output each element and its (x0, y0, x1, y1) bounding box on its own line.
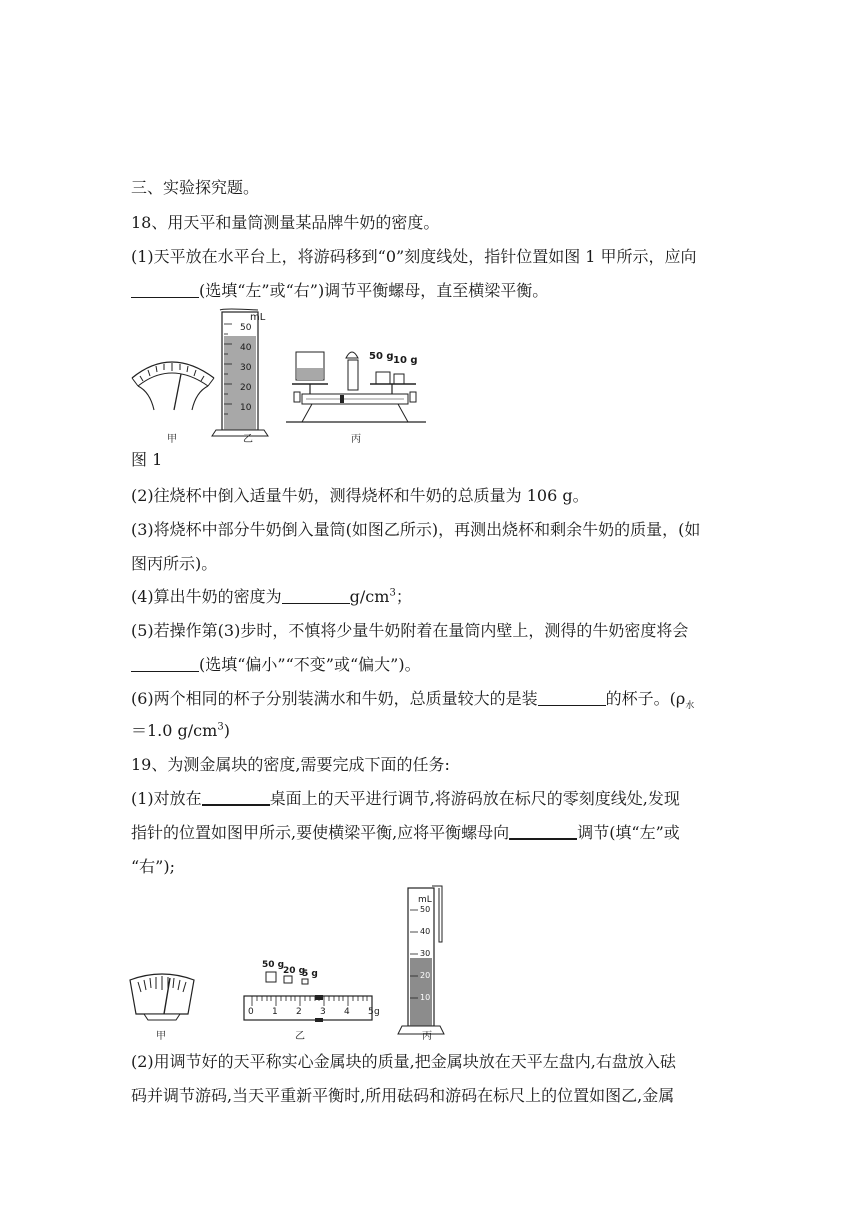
q18-p4-end: ； (395, 587, 412, 606)
answer-blank (202, 788, 270, 806)
q18-p1-line2 (131, 280, 548, 302)
q18-p3-line1: (3)将烧杯中部分牛奶倒入量筒(如图乙所示)，再测出烧杯和剩余牛奶的质量，(如 (131, 520, 701, 539)
q19-p1-text: (1)对放在 (131, 789, 202, 808)
q18-p4 (131, 586, 412, 608)
q19-p2-line2: 码并调节游码,当天平重新平衡时,所用砝码和游码在标尺上的位置如图乙,金属 (131, 1086, 675, 1105)
q19-stem: 19、为测金属块的密度,需要完成下面的任务: (131, 755, 450, 774)
cylinder-unit: mL (250, 312, 266, 323)
fig-caption-yi: 乙 (295, 1031, 305, 1042)
q19-p2-line1: (2)用调节好的天平称实心金属块的质量,把金属块放在天平左盘内,右盘放入砝 (131, 1052, 676, 1071)
weight-10g-label: 10 g (393, 355, 418, 366)
q18-stem: 18、用天平和量筒测量某品牌牛奶的密度。 (131, 213, 440, 232)
q19-p1-line1 (131, 788, 680, 810)
weight-5g-label: 5 g (302, 969, 318, 979)
scale-5: 5 (368, 1007, 374, 1017)
q18-p5-line2 (131, 654, 421, 676)
tick-40: 40 (420, 927, 431, 936)
scale-4: 4 (344, 1007, 350, 1017)
cylinder-unit: mL (418, 895, 432, 905)
q19-p1-text2: 桌面上的天平进行调节,将游码放在标尺的零刻度线处,发现 (269, 789, 680, 808)
scale-0: 0 (248, 1007, 254, 1017)
q18-p4-unit: g/cm (349, 587, 390, 606)
weights-and-scale (244, 972, 372, 1022)
q19-p1-line3: “右”); (131, 857, 175, 876)
q18-p3-line2: 图丙所示)。 (131, 554, 218, 573)
q18-p2: (2)往烧杯中倒入适量牛奶，测得烧杯和牛奶的总质量为 106 g。 (131, 486, 589, 505)
fig-caption-bing: 丙 (422, 1031, 432, 1042)
answer-blank (131, 655, 199, 672)
q18-p6-close: ) (223, 721, 230, 740)
tick-40: 40 (240, 343, 252, 353)
balance-pointer-dial (132, 362, 214, 410)
tick-30: 30 (240, 363, 252, 373)
scale-unit: g (374, 1007, 380, 1017)
q18-p4-exponent: 3 (389, 587, 396, 599)
scale-1: 1 (272, 1007, 278, 1017)
q19-p1-line2 (131, 822, 680, 844)
tick-50: 50 (420, 905, 431, 914)
tick-30: 30 (420, 949, 431, 958)
tick-10: 10 (420, 993, 431, 1002)
q19-p1-text3: 指针的位置如图甲所示,要使横梁平衡,应将平衡螺母向 (131, 823, 510, 842)
q18-p6-subscript: 水 (685, 701, 695, 712)
q19-p1-text4: 调节(填“左”或 (577, 823, 680, 842)
weight-50g-label: 50 g (369, 351, 394, 362)
q18-p1-line1: (1)天平放在水平台上，将游码移到“0”刻度线处，指针位置如图 1 甲所示，应向 (131, 247, 697, 266)
figure-1-label: 图 1 (131, 450, 163, 469)
tick-10: 10 (240, 403, 252, 413)
tick-20: 20 (420, 971, 431, 980)
weight-50g-label: 50 g (262, 960, 285, 970)
figure-1 (126, 306, 446, 446)
scale-3: 3 (320, 1007, 326, 1017)
weight-20g-label: 20 g (283, 966, 306, 976)
q18-p5-text: (选填“偏小”“不变”或“偏大”)。 (199, 655, 421, 674)
figure-q19 (126, 882, 456, 1042)
section-title: 三、实验探究题。 (131, 178, 260, 197)
q18-p6-text3: ＝1.0 g/cm (131, 721, 218, 740)
answer-blank (131, 281, 199, 298)
q18-p6-line2 (131, 720, 230, 742)
tick-20: 20 (240, 383, 252, 393)
fig1-caption-yi: 乙 (243, 434, 253, 445)
fig1-caption-jia: 甲 (167, 434, 177, 445)
answer-blank (282, 587, 350, 604)
fig1-caption-bing: 丙 (351, 434, 361, 445)
q18-p6-text2: 的杯子。(ρ (605, 689, 686, 708)
answer-blank (538, 689, 606, 706)
q18-p4-text: (4)算出牛奶的密度为 (131, 587, 282, 606)
tick-50: 50 (240, 323, 252, 333)
q18-p6-line1 (131, 688, 694, 710)
q18-p6-exponent: 3 (217, 721, 224, 733)
q18-p5-line1: (5)若操作第(3)步时，不慎将少量牛奶附着在量筒内壁上，测得的牛奶密度将会 (131, 621, 689, 640)
answer-blank (509, 822, 577, 840)
q18-p6-text: (6)两个相同的杯子分别装满水和牛奶，总质量较大的是装 (131, 689, 538, 708)
balance-pointer-dial (130, 974, 194, 1020)
fig-caption-jia: 甲 (156, 1031, 166, 1042)
q18-p1-text: (选填“左”或“右”)调节平衡螺母，直至横梁平衡。 (199, 281, 549, 300)
scale-2: 2 (296, 1007, 302, 1017)
